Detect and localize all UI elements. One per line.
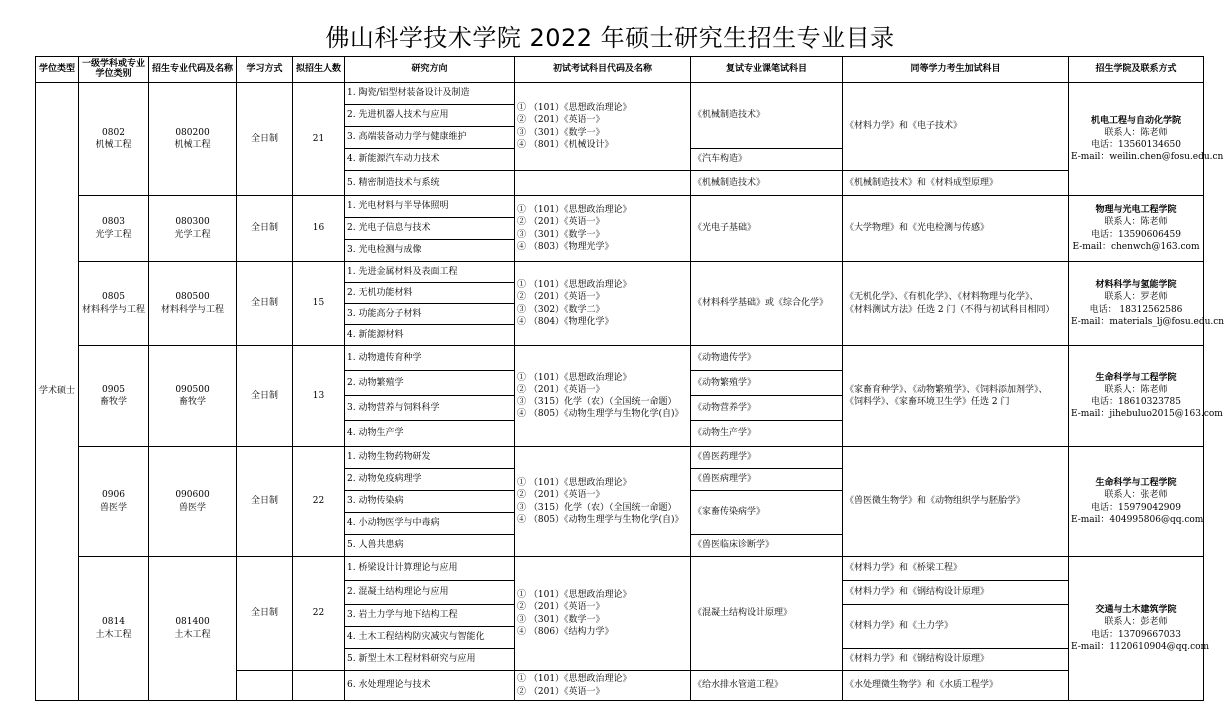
quota-cell: 22	[293, 557, 345, 671]
retest-exam-cell: 《兽医药理学》	[691, 447, 843, 469]
discipline-cell: 0814 土木工程	[79, 557, 149, 701]
retest-exam-cell: 《光电子基础》	[691, 196, 843, 262]
major-cell: 080300 光学工程	[149, 196, 237, 262]
college-cell: 材料科学与氢能学院 联系人：罗老师 电话： 18312562586 E-mail：materials_lj@fosu.edu.cn	[1069, 262, 1204, 346]
header-discipline: 一级学科或专业学位类别	[79, 57, 149, 83]
header-major: 招生专业代码及名称	[149, 57, 237, 83]
equiv-exam-cell: 《材料力学》和《电子技术》	[843, 83, 1069, 171]
direction-cell: 1. 动物生物药物研发	[345, 447, 515, 469]
study-mode-cell: 全日制	[237, 346, 293, 447]
direction-cell: 3. 岩土力学与地下结构工程	[345, 605, 515, 627]
college-cell: 生命科学与工程学院 联系人：张老师 电话：15979042909 E-mail：404995806@qq.com	[1069, 447, 1204, 557]
direction-cell: 3. 光电检测与成像	[345, 240, 515, 262]
retest-exam-cell: 《兽医临床诊断学》	[691, 535, 843, 557]
header-equiv-exam: 同等学力考生加试科目	[843, 57, 1069, 83]
header-direction: 研究方向	[345, 57, 515, 83]
initial-exam-cell: ① （101）《思想政治理论》 ② （201）《英语一》 ③ （301）《数学一》 ④ （803）《物理光学》	[515, 196, 691, 262]
equiv-exam-cell: 《水处理微生物学》和《水质工程学》	[843, 671, 1069, 701]
table-row	[36, 557, 1204, 581]
table-row	[36, 196, 1204, 218]
header-study-mode: 学习方式	[237, 57, 293, 83]
retest-exam-cell: 《混凝土结构设计原理》	[691, 557, 843, 671]
college-cell: 生命科学与工程学院 联系人：陈老师 电话：18610323785 E-mail：jihebuluo2015@163.com	[1069, 346, 1204, 447]
quota-cell: 13	[293, 346, 345, 447]
major-cell: 081400 土木工程	[149, 557, 237, 701]
college-cell: 交通与土木建筑学院 联系人：彭老师 电话：13709667033 E-mail：1120610904@qq.com	[1069, 557, 1204, 701]
college-cell: 物理与光电工程学院 联系人：陈老师 电话：13590606459 E-mail：chenwch@163.com	[1069, 196, 1204, 262]
retest-exam-cell: 《材料科学基础》或《综合化学》	[691, 262, 843, 346]
direction-cell: 1. 动物遗传育种学	[345, 346, 515, 371]
study-mode-cell: 全日制	[237, 557, 293, 671]
direction-cell: 3. 动物营养与饲料科学	[345, 396, 515, 421]
equiv-exam-cell: 《材料力学》和《土力学》	[843, 605, 1069, 649]
direction-cell: 3. 高端装备动力学与健康维护	[345, 127, 515, 149]
retest-exam-cell: 《机械制造技术》	[691, 171, 843, 196]
equiv-exam-cell: 《无机化学》、《有机化学》、《材料物理与化学》、 《材料测试方法》任选 2 门（不得与初试科目相同）	[843, 262, 1069, 346]
major-cell: 080500 材料科学与工程	[149, 262, 237, 346]
initial-exam-cell: ① （101）《思想政治理论》 ② （201）《英语一》 ③ （301）《数学一》 ④ （801）《机械设计》	[515, 83, 691, 171]
direction-cell: 3. 功能高分子材料	[345, 304, 515, 325]
retest-exam-cell: 《兽医病理学》	[691, 469, 843, 491]
direction-cell: 3. 动物传染病	[345, 491, 515, 513]
discipline-cell: 0802 机械工程	[79, 83, 149, 196]
study-mode-cell: 全日制	[237, 83, 293, 196]
retest-exam-cell: 《汽车构造》	[691, 149, 843, 171]
initial-exam-cell: ① （101）《思想政治理论》 ② （201）《英语一》 ③ （315）化学（农）（全国统一命题） ④ （805）《动物生理学与生物化学(自)》	[515, 447, 691, 557]
initial-exam-cell: ① （101）《思想政治理论》 ② （201）《英语一》 ③ （315）化学（农）（全国统一命题） ④ （805）《动物生理学与生物化学(自)》	[515, 346, 691, 447]
retest-exam-cell: 《动物营养学》	[691, 396, 843, 421]
quota-cell: 22	[293, 447, 345, 557]
direction-cell: 5. 新型土木工程材料研究与应用	[345, 649, 515, 671]
initial-exam-cell: ① （101）《思想政治理论》 ② （201）《英语一》 ③ （301）《数学一》 ④ （806）《结构力学》	[515, 557, 691, 671]
header-college: 招生学院及联系方式	[1069, 57, 1204, 83]
direction-cell: 1. 桥梁设计计算理论与应用	[345, 557, 515, 581]
degree-type-cell: 学术硕士	[36, 83, 79, 701]
direction-cell: 2. 光电子信息与技术	[345, 218, 515, 240]
table-row	[36, 262, 1204, 283]
direction-cell: 2. 无机功能材料	[345, 283, 515, 304]
page-title: 佛山科学技术学院 2022 年硕士研究生招生专业目录	[325, 24, 895, 52]
equiv-exam-cell: 《材料力学》和《桥梁工程》	[843, 557, 1069, 581]
discipline-cell: 0906 兽医学	[79, 447, 149, 557]
direction-cell: 4. 动物生产学	[345, 421, 515, 447]
discipline-cell: 0805 材料科学与工程	[79, 262, 149, 346]
direction-cell: 2. 混凝土结构理论与应用	[345, 581, 515, 605]
retest-exam-cell: 《动物生产学》	[691, 421, 843, 447]
direction-cell: 6. 水处理理论与技术	[345, 671, 515, 701]
direction-cell: 4. 新能源汽车动力技术	[345, 149, 515, 171]
direction-cell: 1. 陶瓷/铝型材装备设计及制造	[345, 83, 515, 105]
major-cell: 090600 兽医学	[149, 447, 237, 557]
header-initial-exam: 初试考试科目代码及名称	[515, 57, 691, 83]
initial-exam-cell	[515, 171, 691, 196]
equiv-exam-cell: 《大学物理》和《光电检测与传感》	[843, 196, 1069, 262]
direction-cell: 5. 精密制造技术与系统	[345, 171, 515, 196]
direction-cell: 1. 光电材料与半导体照明	[345, 196, 515, 218]
direction-cell: 4. 土木工程结构防灾减灾与智能化	[345, 627, 515, 649]
equiv-exam-cell: 《兽医微生物学》和《动物组织学与胚胎学》	[843, 447, 1069, 557]
catalog-table	[35, 56, 1224, 701]
initial-exam-cell: ① （101）《思想政治理论》 ② （201）《英语一》	[515, 671, 691, 701]
discipline-cell: 0905 畜牧学	[79, 346, 149, 447]
major-cell: 090500 畜牧学	[149, 346, 237, 447]
table-row	[36, 447, 1204, 469]
equiv-exam-cell: 《材料力学》和《钢结构设计原理》	[843, 581, 1069, 605]
table-row	[36, 346, 1204, 371]
direction-cell: 2. 先进机器人技术与应用	[345, 105, 515, 127]
study-mode-cell: 全日制	[237, 196, 293, 262]
header-degree-type: 学位类型	[36, 57, 79, 83]
header-retest-exam: 复试专业课笔试科目	[691, 57, 843, 83]
retest-exam-cell: 《机械制造技术》	[691, 83, 843, 149]
header-quota: 拟招生人数	[293, 57, 345, 83]
equiv-exam-cell: 《机械制造技术》和《材料成型原理》	[843, 171, 1069, 196]
equiv-exam-cell: 《家畜育种学》、《动物繁殖学》、《饲料添加剂学》、 《饲料学》、《家畜环境卫生学》任选 2 门	[843, 346, 1069, 447]
study-mode-cell: 全日制	[237, 262, 293, 346]
direction-cell: 1. 先进金属材料及表面工程	[345, 262, 515, 283]
retest-exam-cell: 《给水排水管道工程》	[691, 671, 843, 701]
direction-cell: 4. 新能源材料	[345, 325, 515, 346]
initial-exam-cell: ① （101）《思想政治理论》 ② （201）《英语一》 ③ （302）《数学二》 ④ （804）《物理化学》	[515, 262, 691, 346]
table-row	[36, 83, 1204, 105]
header-row	[36, 57, 1204, 83]
study-mode-cell: 全日制	[237, 447, 293, 557]
direction-cell: 5. 人兽共患病	[345, 535, 515, 557]
study-mode-cell	[237, 671, 293, 701]
direction-cell: 2. 动物繁殖学	[345, 371, 515, 396]
quota-cell	[293, 671, 345, 701]
direction-cell: 2. 动物免疫病理学	[345, 469, 515, 491]
college-cell: 机电工程与自动化学院 联系人：陈老师 电话：13560134650 E-mail：weilin.chen@fosu.edu.cn	[1069, 83, 1204, 196]
major-cell: 080200 机械工程	[149, 83, 237, 196]
direction-cell: 4. 小动物医学与中毒病	[345, 513, 515, 535]
quota-cell: 15	[293, 262, 345, 346]
discipline-cell: 0803 光学工程	[79, 196, 149, 262]
equiv-exam-cell: 《材料力学》和《钢结构设计原理》	[843, 649, 1069, 671]
retest-exam-cell: 《动物遗传学》	[691, 346, 843, 371]
retest-exam-cell: 《动物繁殖学》	[691, 371, 843, 396]
retest-exam-cell: 《家畜传染病学》	[691, 491, 843, 535]
quota-cell: 16	[293, 196, 345, 262]
quota-cell: 21	[293, 83, 345, 196]
